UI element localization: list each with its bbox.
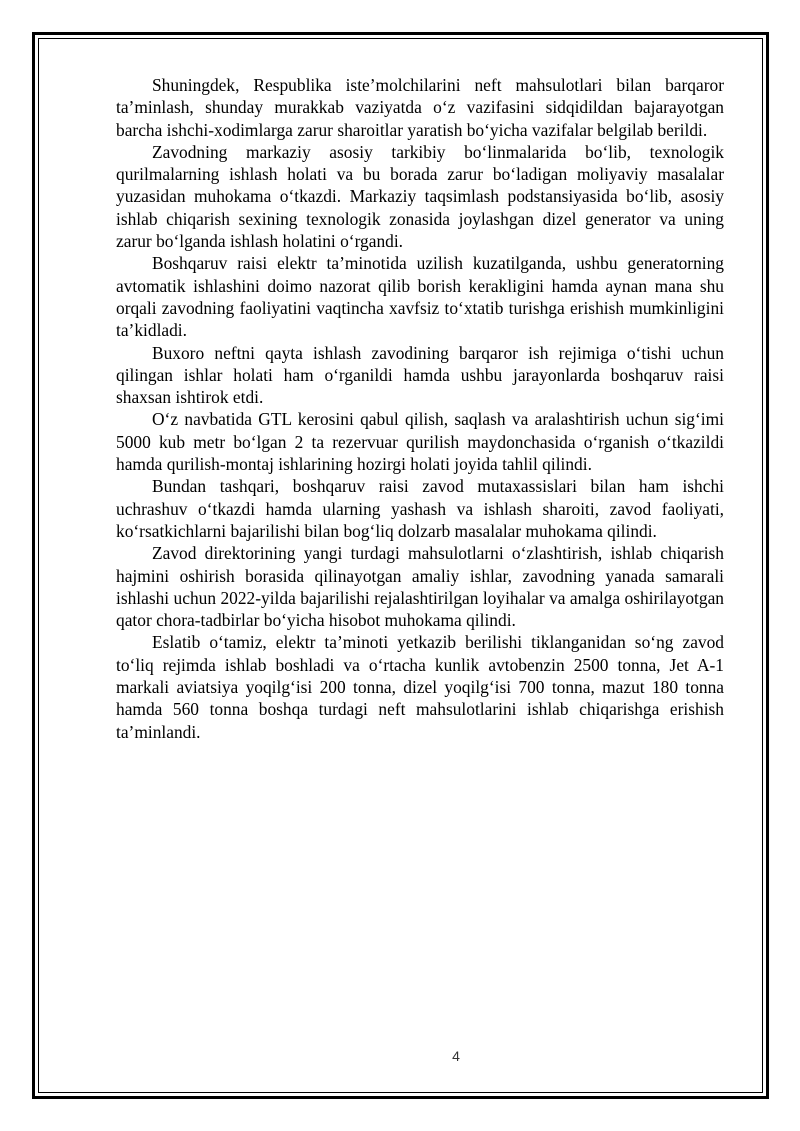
paragraph-7: Zavod direktorining yangi turdagi mahsulotlarni o‘zlashtirish, ishlab chiqarish hajmini oshirish borasida qilinayotgan amaliy ishlar, zavodning yanada samarali ishlashi uchun 2022-yilda bajarilishi rejalashtirilgan loyihalar va amalga oshirilayotgan qator chora-tadbirlar bo‘yicha hisobot muhokama qilindi.: [116, 543, 724, 631]
paragraph-5: O‘z navbatida GTL kerosini qabul qilish, saqlash va aralashtirish uchun sig‘imi 5000 kub metr bo‘lgan 2 ta rezervuar qurilish maydonchasida o‘rganish o‘tkazildi hamda qurilish-montaj ishlarining hozirgi holati joyida tahlil qilindi.: [116, 409, 724, 475]
paragraph-2: Zavodning markaziy asosiy tarkibiy bo‘linmalarida bo‘lib, texnologik qurilmalarning ishlash holati va bu borada zarur bo‘ladigan moliyaviy masalalar yuzasidan muhokama o‘tkazdi. Markaziy taqsimlash podstansiyasida bo‘lib, asosiy ishlab chiqarish sexining texnologik zonasida joylashgan dizel generator va uning zarur bo‘lganda ishlash holatini o‘rgandi.: [116, 141, 724, 252]
paragraph-1: Shuningdek, Respublika iste’molchilarini neft mahsulotlari bilan barqaror ta’minlash, shunday murakkab vaziyatda o‘z vazifasini sidqidildan bajarayotgan barcha ishchi-xodimlarga zarur sharoitlar yaratish bo‘yicha vazifalar belgilab berildi.: [116, 75, 724, 140]
paragraph-8: Eslatib o‘tamiz, elektr ta’minoti yetkazib berilishi tiklanganidan so‘ng zavod to‘liq rejimda ishlab boshladi va o‘rtacha kunlik avtobenzin 2500 tonna, Jet A-1 markali aviatsiya yoqilg‘isi 200 tonna, dizel yoqilg‘isi 700 tonna, mazut 180 tonna hamda 560 tonna boshqa turdagi neft mahsulotlarini ishlab chiqarishga erishish ta’minlandi.: [116, 632, 724, 742]
document-body: [116, 74, 724, 743]
paragraph-4: Buxoro neftni qayta ishlash zavodining barqaror ish rejimiga o‘tishi uchun qilingan ishlar holati ham o‘rganildi hamda ushbu jarayonlarda boshqaruv raisi shaxsan ishtirok etdi.: [116, 342, 724, 408]
page-number: 4: [452, 1048, 460, 1064]
paragraph-6: Bundan tashqari, boshqaruv raisi zavod mutaxassislari bilan ham ishchi uchrashuv o‘tkazdi hamda ularning yashash va ishlash sharoiti, zavod faoliyati, ko‘rsatkichlarni bajarilishi bilan bog‘liq dolzarb masalalar muhokama qilindi.: [116, 476, 724, 541]
paragraph-3: Boshqaruv raisi elektr ta’minotida uzilish kuzatilganda, ushbu generatorning avtomatik ishlashini doimo nazorat qilib borish kerakligini hamda aynan mana shu orqali zavodning faoliyatini vaqtincha xavfsiz to‘xtatib turishga erishish mumkinligini ta’kidladi.: [116, 253, 724, 341]
